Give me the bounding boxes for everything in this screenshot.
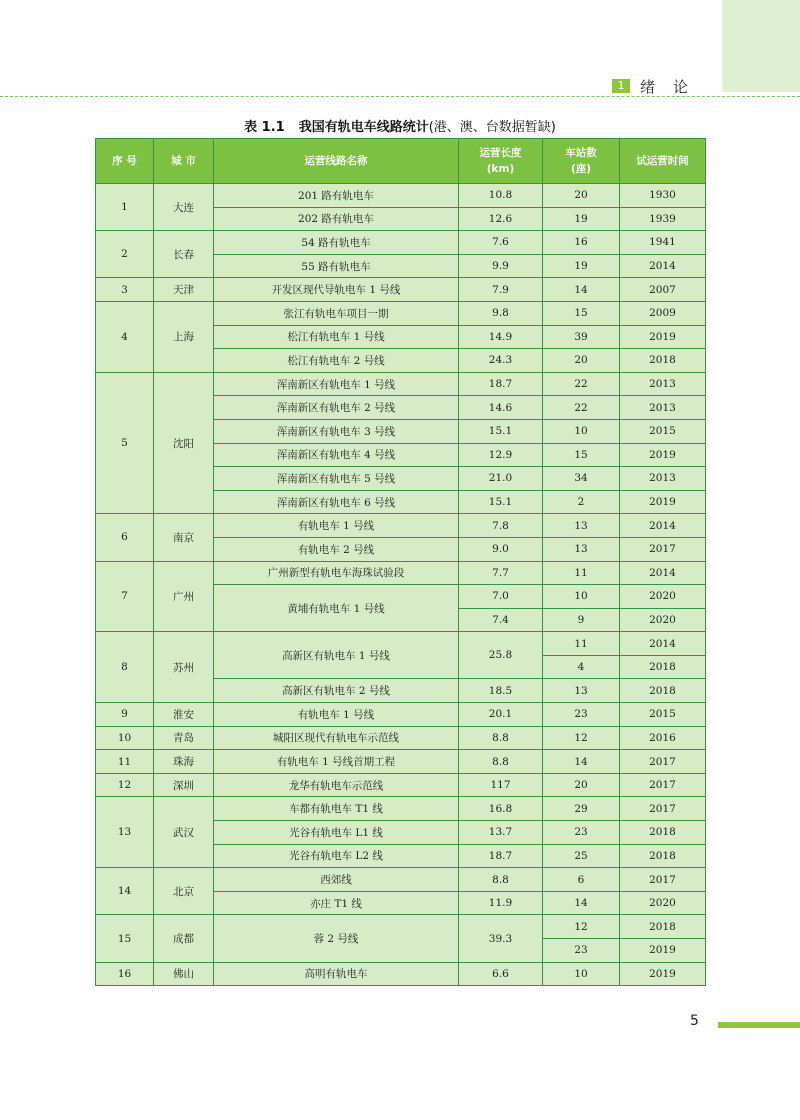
header-stations-label: 车站数 xyxy=(565,147,597,159)
line-cell: 有轨电车 1 号线 xyxy=(214,703,459,727)
year-cell: 2016 xyxy=(620,726,706,750)
stations-cell: 29 xyxy=(543,797,620,821)
line-cell: 浑南新区有轨电车 2 号线 xyxy=(214,396,459,420)
year-cell: 2009 xyxy=(620,301,706,325)
stations-cell: 16 xyxy=(543,231,620,255)
header-length-unit: (km) xyxy=(486,163,515,175)
stations-cell: 19 xyxy=(543,207,620,231)
line-cell: 松江有轨电车 2 号线 xyxy=(214,349,459,373)
line-cell: 202 路有轨电车 xyxy=(214,207,459,231)
stations-cell: 11 xyxy=(543,561,620,585)
city-cell: 天津 xyxy=(154,278,214,302)
table-number: 表 1.1 xyxy=(244,120,285,135)
line-cell: 亦庄 T1 线 xyxy=(214,891,459,915)
seq-cell: 8 xyxy=(96,632,154,703)
length-cell: 15.1 xyxy=(459,419,543,443)
city-cell: 长春 xyxy=(154,231,214,278)
city-cell: 北京 xyxy=(154,868,214,915)
stations-cell: 20 xyxy=(543,349,620,373)
length-cell: 9.8 xyxy=(459,301,543,325)
stations-cell: 12 xyxy=(543,915,620,939)
stations-cell: 10 xyxy=(543,962,620,986)
line-cell: 浑南新区有轨电车 5 号线 xyxy=(214,467,459,491)
stations-cell: 4 xyxy=(543,655,620,679)
header-stations-unit: (座) xyxy=(570,163,592,175)
stations-cell: 14 xyxy=(543,750,620,774)
seq-cell: 16 xyxy=(96,962,154,986)
length-cell: 7.0 xyxy=(459,585,543,609)
year-cell: 2017 xyxy=(620,537,706,561)
line-cell: 光谷有轨电车 L1 线 xyxy=(214,821,459,845)
stations-cell: 14 xyxy=(543,278,620,302)
length-cell: 117 xyxy=(459,773,543,797)
line-cell: 光谷有轨电车 L2 线 xyxy=(214,844,459,868)
seq-cell: 4 xyxy=(96,301,154,372)
stations-cell: 10 xyxy=(543,419,620,443)
line-cell: 城阳区现代有轨电车示范线 xyxy=(214,726,459,750)
year-cell: 2020 xyxy=(620,891,706,915)
year-cell: 2015 xyxy=(620,703,706,727)
year-cell: 2019 xyxy=(620,325,706,349)
year-cell: 2007 xyxy=(620,278,706,302)
line-cell: 高明有轨电车 xyxy=(214,962,459,986)
year-cell: 2018 xyxy=(620,821,706,845)
table-row xyxy=(96,703,706,727)
length-cell: 25.8 xyxy=(459,632,543,679)
stations-cell: 2 xyxy=(543,490,620,514)
table-row xyxy=(96,561,706,585)
seq-cell: 11 xyxy=(96,750,154,774)
city-cell: 上海 xyxy=(154,301,214,372)
table-row xyxy=(96,231,706,255)
stations-cell: 23 xyxy=(543,703,620,727)
length-cell: 7.4 xyxy=(459,608,543,632)
line-cell: 张江有轨电车项目一期 xyxy=(214,301,459,325)
footer-accent-bar xyxy=(718,1022,800,1028)
table-title: 我国有轨电车线路统计 xyxy=(298,120,429,135)
city-cell: 珠海 xyxy=(154,750,214,774)
table-row xyxy=(96,797,706,821)
line-cell: 黄埔有轨电车 1 号线 xyxy=(214,585,459,632)
city-cell: 广州 xyxy=(154,561,214,632)
stations-cell: 9 xyxy=(543,608,620,632)
line-cell: 浑南新区有轨电车 1 号线 xyxy=(214,372,459,396)
table-row xyxy=(96,773,706,797)
line-cell: 54 路有轨电车 xyxy=(214,231,459,255)
length-cell: 18.7 xyxy=(459,844,543,868)
year-cell: 2020 xyxy=(620,585,706,609)
length-cell: 7.8 xyxy=(459,514,543,538)
stations-cell: 6 xyxy=(543,868,620,892)
table-row xyxy=(96,514,706,538)
city-cell: 成都 xyxy=(154,915,214,962)
stations-cell: 23 xyxy=(543,939,620,963)
header-corner-block xyxy=(722,0,800,92)
year-cell: 2014 xyxy=(620,254,706,278)
year-cell: 2017 xyxy=(620,773,706,797)
line-cell: 西郊线 xyxy=(214,868,459,892)
year-cell: 2019 xyxy=(620,490,706,514)
year-cell: 2015 xyxy=(620,419,706,443)
header-city: 城 市 xyxy=(154,139,214,184)
city-cell: 淮安 xyxy=(154,703,214,727)
stations-cell: 13 xyxy=(543,537,620,561)
length-cell: 7.6 xyxy=(459,231,543,255)
line-cell: 201 路有轨电车 xyxy=(214,184,459,208)
year-cell: 2014 xyxy=(620,514,706,538)
length-cell: 18.7 xyxy=(459,372,543,396)
length-cell: 18.5 xyxy=(459,679,543,703)
stations-cell: 19 xyxy=(543,254,620,278)
seq-cell: 10 xyxy=(96,726,154,750)
year-cell: 1941 xyxy=(620,231,706,255)
header-stations xyxy=(543,139,620,184)
year-cell: 2017 xyxy=(620,797,706,821)
length-cell: 24.3 xyxy=(459,349,543,373)
seq-cell: 6 xyxy=(96,514,154,561)
length-cell: 11.9 xyxy=(459,891,543,915)
year-cell: 2013 xyxy=(620,396,706,420)
table-row xyxy=(96,750,706,774)
line-cell: 蓉 2 号线 xyxy=(214,915,459,962)
table-header-row xyxy=(96,139,706,184)
header-seq: 序 号 xyxy=(96,139,154,184)
length-cell: 14.6 xyxy=(459,396,543,420)
year-cell: 2014 xyxy=(620,632,706,656)
stations-cell: 13 xyxy=(543,514,620,538)
seq-cell: 5 xyxy=(96,372,154,514)
year-cell: 2020 xyxy=(620,608,706,632)
year-cell: 2014 xyxy=(620,561,706,585)
year-cell: 2017 xyxy=(620,750,706,774)
length-cell: 8.8 xyxy=(459,726,543,750)
seq-cell: 2 xyxy=(96,231,154,278)
year-cell: 1930 xyxy=(620,184,706,208)
length-cell: 20.1 xyxy=(459,703,543,727)
seq-cell: 7 xyxy=(96,561,154,632)
length-cell: 8.8 xyxy=(459,868,543,892)
city-cell: 大连 xyxy=(154,184,214,231)
length-cell: 8.8 xyxy=(459,750,543,774)
stations-cell: 20 xyxy=(543,773,620,797)
city-cell: 青岛 xyxy=(154,726,214,750)
length-cell: 12.6 xyxy=(459,207,543,231)
seq-cell: 13 xyxy=(96,797,154,868)
line-cell: 有轨电车 1 号线首期工程 xyxy=(214,750,459,774)
stations-cell: 11 xyxy=(543,632,620,656)
seq-cell: 9 xyxy=(96,703,154,727)
length-cell: 7.9 xyxy=(459,278,543,302)
stations-cell: 12 xyxy=(543,726,620,750)
table-row xyxy=(96,962,706,986)
city-cell: 南京 xyxy=(154,514,214,561)
city-cell: 武汉 xyxy=(154,797,214,868)
table-row xyxy=(96,184,706,208)
stations-cell: 15 xyxy=(543,443,620,467)
length-cell: 7.7 xyxy=(459,561,543,585)
line-cell: 开发区现代导轨电车 1 号线 xyxy=(214,278,459,302)
city-cell: 佛山 xyxy=(154,962,214,986)
length-cell: 13.7 xyxy=(459,821,543,845)
stations-cell: 23 xyxy=(543,821,620,845)
table-row xyxy=(96,632,706,656)
year-cell: 2018 xyxy=(620,655,706,679)
seq-cell: 14 xyxy=(96,868,154,915)
stations-cell: 15 xyxy=(543,301,620,325)
length-cell: 21.0 xyxy=(459,467,543,491)
stations-cell: 22 xyxy=(543,372,620,396)
length-cell: 6.6 xyxy=(459,962,543,986)
year-cell: 2019 xyxy=(620,962,706,986)
length-cell: 9.0 xyxy=(459,537,543,561)
stations-cell: 13 xyxy=(543,679,620,703)
table-row xyxy=(96,301,706,325)
line-cell: 高新区有轨电车 2 号线 xyxy=(214,679,459,703)
table-row xyxy=(96,278,706,302)
header-year: 试运营时间 xyxy=(620,139,706,184)
length-cell: 14.9 xyxy=(459,325,543,349)
page-number: 5 xyxy=(690,1013,699,1029)
year-cell: 2018 xyxy=(620,844,706,868)
year-cell: 2019 xyxy=(620,939,706,963)
chapter-title: 绪论 xyxy=(640,77,707,96)
table-row xyxy=(96,726,706,750)
line-cell: 有轨电车 1 号线 xyxy=(214,514,459,538)
year-cell: 2018 xyxy=(620,349,706,373)
line-cell: 浑南新区有轨电车 4 号线 xyxy=(214,443,459,467)
length-cell: 16.8 xyxy=(459,797,543,821)
city-cell: 苏州 xyxy=(154,632,214,703)
tram-lines-table xyxy=(95,138,706,986)
stations-cell: 20 xyxy=(543,184,620,208)
line-cell: 55 路有轨电车 xyxy=(214,254,459,278)
year-cell: 2013 xyxy=(620,467,706,491)
seq-cell: 12 xyxy=(96,773,154,797)
city-cell: 深圳 xyxy=(154,773,214,797)
stations-cell: 39 xyxy=(543,325,620,349)
line-cell: 车都有轨电车 T1 线 xyxy=(214,797,459,821)
header-length-label: 运营长度 xyxy=(479,147,522,159)
stations-cell: 10 xyxy=(543,585,620,609)
header-line: 运营线路名称 xyxy=(214,139,459,184)
table-row xyxy=(96,915,706,939)
seq-cell: 1 xyxy=(96,184,154,231)
length-cell: 15.1 xyxy=(459,490,543,514)
year-cell: 2018 xyxy=(620,679,706,703)
seq-cell: 15 xyxy=(96,915,154,962)
year-cell: 2017 xyxy=(620,868,706,892)
line-cell: 松江有轨电车 1 号线 xyxy=(214,325,459,349)
chapter-header xyxy=(612,78,706,94)
line-cell: 高新区有轨电车 1 号线 xyxy=(214,632,459,679)
line-cell: 浑南新区有轨电车 3 号线 xyxy=(214,419,459,443)
line-cell: 广州新型有轨电车海珠试验段 xyxy=(214,561,459,585)
stations-cell: 25 xyxy=(543,844,620,868)
seq-cell: 3 xyxy=(96,278,154,302)
line-cell: 龙华有轨电车示范线 xyxy=(214,773,459,797)
year-cell: 2019 xyxy=(620,443,706,467)
length-cell: 12.9 xyxy=(459,443,543,467)
year-cell: 1939 xyxy=(620,207,706,231)
line-cell: 浑南新区有轨电车 6 号线 xyxy=(214,490,459,514)
stations-cell: 22 xyxy=(543,396,620,420)
table-row xyxy=(96,372,706,396)
length-cell: 39.3 xyxy=(459,915,543,962)
city-cell: 沈阳 xyxy=(154,372,214,514)
year-cell: 2013 xyxy=(620,372,706,396)
stations-cell: 14 xyxy=(543,891,620,915)
stations-cell: 34 xyxy=(543,467,620,491)
table-caption xyxy=(0,116,800,135)
table-row xyxy=(96,868,706,892)
chapter-number: 1 xyxy=(612,79,630,93)
year-cell: 2018 xyxy=(620,915,706,939)
length-cell: 10.8 xyxy=(459,184,543,208)
header-length xyxy=(459,139,543,184)
length-cell: 9.9 xyxy=(459,254,543,278)
line-cell: 有轨电车 2 号线 xyxy=(214,537,459,561)
table-note: (港、澳、台数据暂缺) xyxy=(428,120,556,135)
